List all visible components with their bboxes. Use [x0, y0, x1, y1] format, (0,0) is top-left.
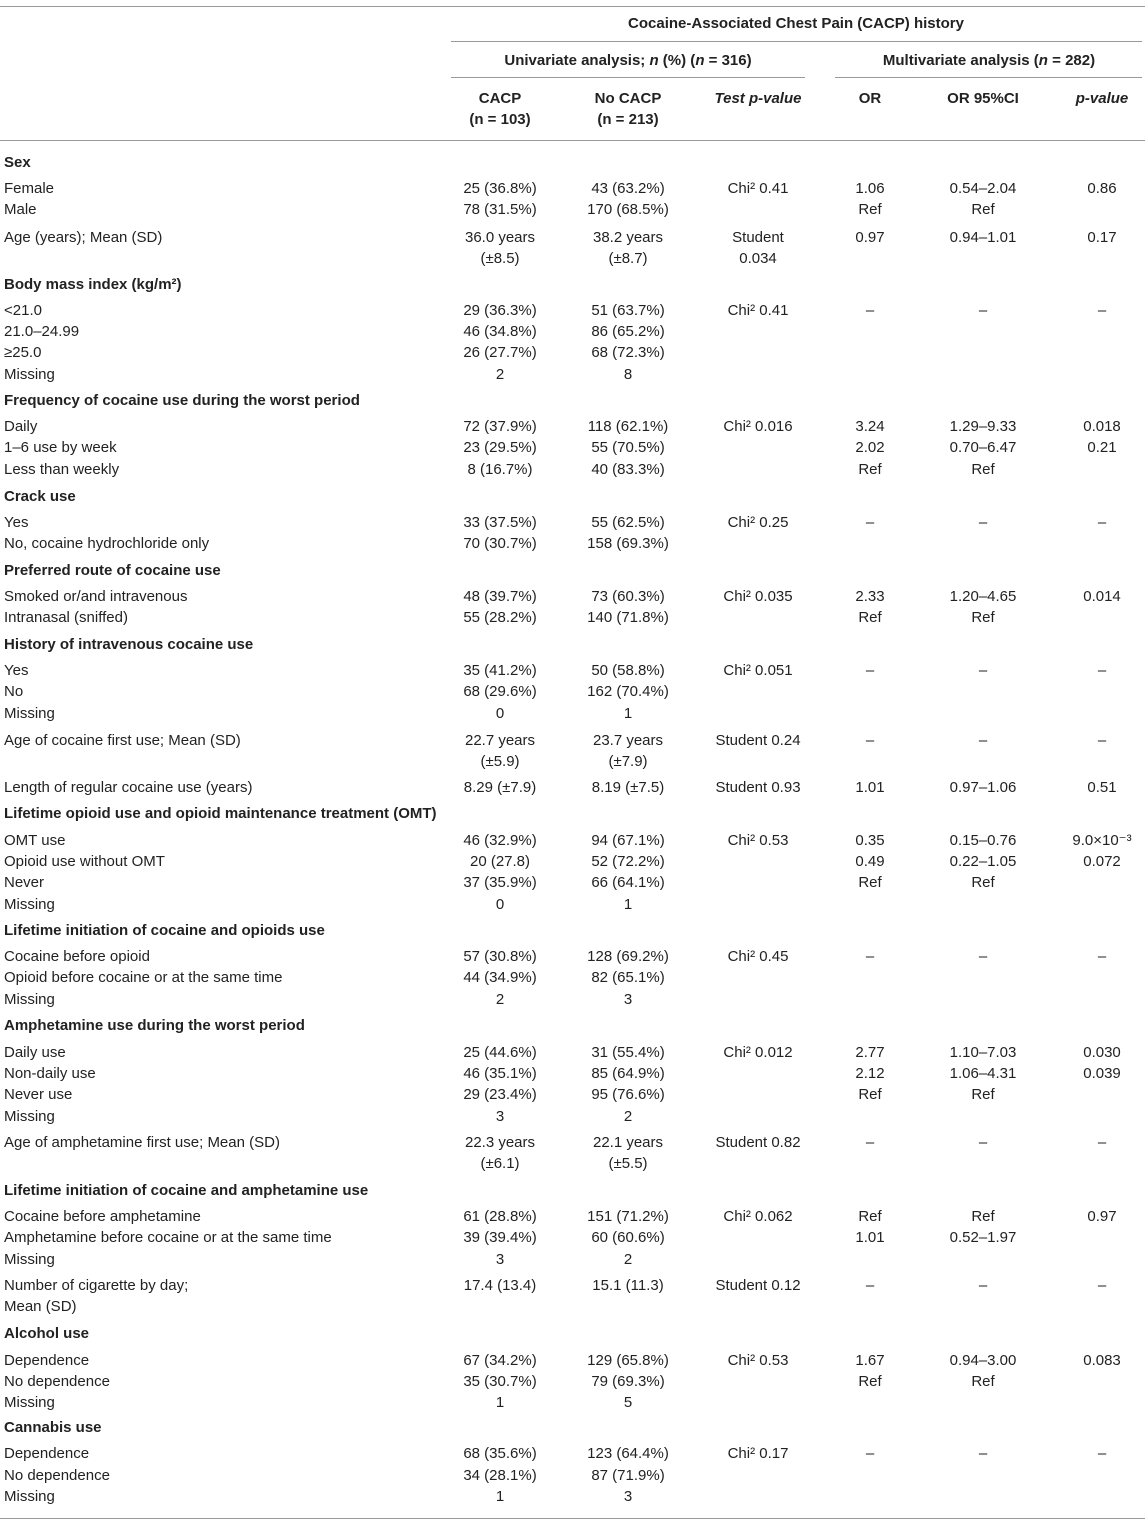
cell-nocacp: 68 (72.3%)	[591, 344, 665, 361]
cell-or: –	[865, 948, 875, 965]
cell-or: –	[865, 732, 875, 749]
cell-cacp: 35 (41.2%)	[463, 662, 537, 679]
cell-or: –	[865, 1134, 875, 1151]
cell-cacp: 55 (28.2%)	[463, 609, 537, 626]
header-bottom-rule	[0, 140, 1145, 141]
cell-nocacp: 73 (60.3%)	[591, 588, 665, 605]
cell-ci: 0.22–1.05	[949, 853, 1017, 870]
cell-p: 9.0×10⁻³	[1072, 832, 1132, 849]
cell-test: Student	[732, 229, 784, 246]
cell-or: Ref	[858, 1208, 882, 1225]
cell-test: Chi² 0.062	[723, 1208, 793, 1225]
cell-cacp: 8.29 (±7.9)	[463, 779, 537, 796]
cell-p: 0.86	[1087, 180, 1117, 197]
cell-p: –	[1097, 662, 1107, 679]
cell-test: Chi² 0.016	[723, 418, 793, 435]
cell-cacp: 0	[495, 705, 505, 722]
cell-p: –	[1097, 1277, 1107, 1294]
cell-or: –	[865, 1277, 875, 1294]
cell-ci: Ref	[971, 461, 995, 478]
cell-nocacp: 50 (58.8%)	[591, 662, 665, 679]
cell-ci: 0.70–6.47	[949, 439, 1017, 456]
cell-or: Ref	[858, 1373, 882, 1390]
cell-or: 2.02	[855, 439, 885, 456]
cell-or: 1.67	[855, 1352, 885, 1369]
row-label: Daily use	[4, 1044, 66, 1061]
section-heading: Lifetime initiation of cocaine and opioids use	[4, 922, 325, 939]
cell-ci: 1.10–7.03	[949, 1044, 1017, 1061]
cell-or: –	[865, 662, 875, 679]
cell-nocacp: 140 (71.8%)	[587, 609, 669, 626]
cell-nocacp: 170 (68.5%)	[587, 201, 669, 218]
section-heading: Preferred route of cocaine use	[4, 562, 221, 579]
cell-nocacp: 3	[623, 991, 633, 1008]
cell-nocacp: 2	[623, 1108, 633, 1125]
cell-cacp: 25 (36.8%)	[463, 180, 537, 197]
cell-cacp: (±8.5)	[480, 250, 520, 267]
cell-ci: Ref	[971, 1086, 995, 1103]
cell-ci: 1.29–9.33	[949, 418, 1017, 435]
cell-p: 0.51	[1087, 779, 1117, 796]
cell-nocacp: 1	[623, 896, 633, 913]
row-label: Missing	[4, 1488, 55, 1505]
cell-nocacp: 51 (63.7%)	[591, 302, 665, 319]
cell-ci: 0.54–2.04	[949, 180, 1017, 197]
cell-or: –	[865, 302, 875, 319]
cell-cacp: 33 (37.5%)	[463, 514, 537, 531]
cell-test: Student 0.12	[715, 1277, 801, 1294]
cell-or: 1.01	[855, 779, 885, 796]
header-univariate: Univariate analysis; n (%) (n = 316)	[504, 52, 752, 69]
row-label: Missing	[4, 366, 55, 383]
cell-cacp: 29 (23.4%)	[463, 1086, 537, 1103]
cell-nocacp: 95 (76.6%)	[591, 1086, 665, 1103]
multivariate-rule	[835, 77, 1142, 78]
cell-nocacp: 66 (64.1%)	[591, 874, 665, 891]
cell-cacp: (±6.1)	[480, 1155, 520, 1172]
row-label: Age of amphetamine first use; Mean (SD)	[4, 1134, 280, 1151]
row-label: Amphetamine before cocaine or at the same time	[4, 1229, 332, 1246]
row-label: Missing	[4, 705, 55, 722]
cell-or: Ref	[858, 201, 882, 218]
cell-ci: –	[978, 302, 988, 319]
cell-test: Chi² 0.17	[727, 1445, 789, 1462]
header-span-title: Cocaine-Associated Chest Pain (CACP) history	[628, 15, 964, 32]
section-heading: Sex	[4, 154, 31, 171]
cell-ci: 0.97–1.06	[949, 779, 1017, 796]
cell-cacp: 61 (28.8%)	[463, 1208, 537, 1225]
row-label: Dependence	[4, 1445, 90, 1462]
cell-ci: –	[978, 948, 988, 965]
cell-cacp: 1	[495, 1394, 505, 1411]
row-label: OMT use	[4, 832, 66, 849]
cell-cacp: 68 (35.6%)	[463, 1445, 537, 1462]
cell-nocacp: 79 (69.3%)	[591, 1373, 665, 1390]
cell-or: 0.49	[855, 853, 885, 870]
row-label: Intranasal (sniffed)	[4, 609, 128, 626]
row-label: Yes	[4, 514, 29, 531]
cell-nocacp: 123 (64.4%)	[587, 1445, 669, 1462]
cell-nocacp: 60 (60.6%)	[591, 1229, 665, 1246]
cell-p: 0.014	[1083, 588, 1121, 605]
row-label: Smoked or/and intravenous	[4, 588, 188, 605]
cell-ci: 1.20–4.65	[949, 588, 1017, 605]
row-label: Daily	[4, 418, 38, 435]
cell-p: 0.97	[1087, 1208, 1117, 1225]
row-label: Opioid before cocaine or at the same time	[4, 969, 283, 986]
cell-cacp: 44 (34.9%)	[463, 969, 537, 986]
cell-ci: –	[978, 1445, 988, 1462]
row-label: Missing	[4, 1108, 55, 1125]
cell-or: 2.12	[855, 1065, 885, 1082]
cell-cacp: 17.4 (13.4)	[463, 1277, 537, 1294]
section-heading: Lifetime opioid use and opioid maintenance treatment (OMT)	[4, 805, 437, 822]
cell-cacp: 29 (36.3%)	[463, 302, 537, 319]
cell-p: –	[1097, 1134, 1107, 1151]
cell-ci: Ref	[971, 201, 995, 218]
cell-cacp: 46 (34.8%)	[463, 323, 537, 340]
row-label: Mean (SD)	[4, 1298, 77, 1315]
section-heading: Amphetamine use during the worst period	[4, 1017, 305, 1034]
cell-p: 0.072	[1083, 853, 1121, 870]
header-span-rule	[451, 41, 1142, 42]
cell-p: –	[1097, 732, 1107, 749]
cell-nocacp: (±7.9)	[608, 753, 648, 770]
cell-test: Student 0.93	[715, 779, 801, 796]
cell-test: Chi² 0.45	[727, 948, 789, 965]
cell-ci: 0.94–1.01	[949, 229, 1017, 246]
cell-cacp: 72 (37.9%)	[463, 418, 537, 435]
cell-ci: –	[978, 514, 988, 531]
bottom-rule	[0, 1518, 1145, 1519]
cell-test: Student 0.82	[715, 1134, 801, 1151]
row-label: Opioid use without OMT	[4, 853, 165, 870]
cell-cacp: 3	[495, 1108, 505, 1125]
col-or-ci: OR 95%CI	[947, 90, 1019, 107]
cell-p: –	[1097, 948, 1107, 965]
cell-test: Chi² 0.41	[727, 302, 789, 319]
section-heading: Alcohol use	[4, 1325, 90, 1342]
row-label: No dependence	[4, 1373, 110, 1390]
row-label: <21.0	[4, 302, 42, 319]
col-cacp: CACP	[478, 90, 522, 107]
row-label: Missing	[4, 896, 55, 913]
cell-nocacp: 31 (55.4%)	[591, 1044, 665, 1061]
row-label: Missing	[4, 991, 55, 1008]
cell-nocacp: 38.2 years	[592, 229, 664, 246]
cell-cacp: 78 (31.5%)	[463, 201, 537, 218]
cell-nocacp: 1	[623, 705, 633, 722]
cell-ci: Ref	[971, 609, 995, 626]
cell-or: 1.06	[855, 180, 885, 197]
cell-cacp: 34 (28.1%)	[463, 1467, 537, 1484]
cell-test: Chi² 0.051	[723, 662, 793, 679]
cell-ci: Ref	[971, 1373, 995, 1390]
col-nocacp: No CACP	[594, 90, 662, 107]
row-label: Never	[4, 874, 45, 891]
cell-ci: 0.94–3.00	[949, 1352, 1017, 1369]
cell-ci: –	[978, 662, 988, 679]
cell-cacp: 46 (35.1%)	[463, 1065, 537, 1082]
cell-cacp: 57 (30.8%)	[463, 948, 537, 965]
cell-nocacp: 86 (65.2%)	[591, 323, 665, 340]
cell-or: –	[865, 1445, 875, 1462]
cell-nocacp: 128 (69.2%)	[587, 948, 669, 965]
cell-cacp: 22.7 years	[464, 732, 536, 749]
cell-or: 1.01	[855, 1229, 885, 1246]
cell-ci: Ref	[971, 1208, 995, 1225]
cell-nocacp: 2	[623, 1251, 633, 1268]
row-label: No	[4, 683, 24, 700]
cell-ci: 1.06–4.31	[949, 1065, 1017, 1082]
cell-test: Chi² 0.41	[727, 180, 789, 197]
cell-p: –	[1097, 302, 1107, 319]
cell-or: 2.33	[855, 588, 885, 605]
cell-or: Ref	[858, 1086, 882, 1103]
row-label: Non-daily use	[4, 1065, 96, 1082]
cell-ci: Ref	[971, 874, 995, 891]
cell-test: Chi² 0.53	[727, 832, 789, 849]
cell-nocacp: 22.1 years	[592, 1134, 664, 1151]
cell-nocacp: 82 (65.1%)	[591, 969, 665, 986]
cell-cacp: 0	[495, 896, 505, 913]
section-heading: Lifetime initiation of cocaine and amphetamine use	[4, 1182, 369, 1199]
col-cacp-n: (n = 103)	[469, 111, 531, 128]
cell-cacp: 70 (30.7%)	[463, 535, 537, 552]
row-label: Age (years); Mean (SD)	[4, 229, 163, 246]
cell-test: 0.034	[739, 250, 777, 267]
col-test-pvalue: Test p-value	[714, 90, 802, 107]
cell-cacp: 35 (30.7%)	[463, 1373, 537, 1390]
cell-ci: 0.15–0.76	[949, 832, 1017, 849]
cell-test: Student 0.24	[715, 732, 801, 749]
cell-cacp: 37 (35.9%)	[463, 874, 537, 891]
cell-or: 0.97	[855, 229, 885, 246]
cell-p: –	[1097, 514, 1107, 531]
cell-nocacp: 15.1 (11.3)	[592, 1277, 664, 1294]
cell-nocacp: (±8.7)	[608, 250, 648, 267]
section-heading: Body mass index (kg/m²)	[4, 276, 182, 293]
cell-cacp: 2	[495, 991, 505, 1008]
cell-nocacp: 8.19 (±7.5)	[591, 779, 665, 796]
cell-test: Chi² 0.25	[727, 514, 789, 531]
row-label: 21.0–24.99	[4, 323, 80, 340]
cell-cacp: 23 (29.5%)	[463, 439, 537, 456]
header-multivariate: Multivariate analysis (n = 282)	[882, 52, 1096, 69]
section-heading: Crack use	[4, 488, 76, 505]
section-heading: Cannabis use	[4, 1419, 102, 1436]
cell-test: Chi² 0.035	[723, 588, 793, 605]
cell-cacp: 48 (39.7%)	[463, 588, 537, 605]
row-label: Less than weekly	[4, 461, 120, 478]
cell-nocacp: 55 (62.5%)	[591, 514, 665, 531]
cell-p: 0.17	[1087, 229, 1117, 246]
col-or: OR	[858, 90, 882, 107]
cell-or: Ref	[858, 609, 882, 626]
row-label: Never use	[4, 1086, 73, 1103]
row-label: Number of cigarette by day;	[4, 1277, 189, 1294]
cell-p: 0.21	[1087, 439, 1117, 456]
cell-or: –	[865, 514, 875, 531]
cell-nocacp: 151 (71.2%)	[587, 1208, 669, 1225]
cell-p: 0.018	[1083, 418, 1121, 435]
cell-or: 3.24	[855, 418, 885, 435]
cell-cacp: 22.3 years	[464, 1134, 536, 1151]
cell-nocacp: 8	[623, 366, 633, 383]
cell-p: 0.039	[1083, 1065, 1121, 1082]
cell-nocacp: 158 (69.3%)	[587, 535, 669, 552]
cell-test: Chi² 0.012	[723, 1044, 793, 1061]
cell-test: Chi² 0.53	[727, 1352, 789, 1369]
cell-nocacp: 3	[623, 1488, 633, 1505]
cell-cacp: 67 (34.2%)	[463, 1352, 537, 1369]
col-pvalue: p-value	[1075, 90, 1129, 107]
cell-ci: –	[978, 1134, 988, 1151]
cell-ci: –	[978, 732, 988, 749]
cell-or: Ref	[858, 874, 882, 891]
section-heading: Frequency of cocaine use during the worst period	[4, 392, 360, 409]
cell-nocacp: 162 (70.4%)	[587, 683, 669, 700]
cell-nocacp: 5	[623, 1394, 633, 1411]
cell-nocacp: 85 (64.9%)	[591, 1065, 665, 1082]
cell-cacp: 3	[495, 1251, 505, 1268]
cell-nocacp: 43 (63.2%)	[591, 180, 665, 197]
row-label: Cocaine before amphetamine	[4, 1208, 201, 1225]
cell-cacp: (±5.9)	[480, 753, 520, 770]
cell-cacp: 1	[495, 1488, 505, 1505]
cell-cacp: 46 (32.9%)	[463, 832, 537, 849]
cell-or: Ref	[858, 461, 882, 478]
row-label: Missing	[4, 1251, 55, 1268]
row-label: Cocaine before opioid	[4, 948, 150, 965]
cell-nocacp: 52 (72.2%)	[591, 853, 665, 870]
row-label: Age of cocaine first use; Mean (SD)	[4, 732, 241, 749]
cell-nocacp: 23.7 years	[592, 732, 664, 749]
cell-nocacp: 40 (83.3%)	[591, 461, 665, 478]
top-rule	[0, 6, 1145, 7]
row-label: Yes	[4, 662, 29, 679]
cell-nocacp: (±5.5)	[608, 1155, 648, 1172]
col-nocacp-n: (n = 213)	[597, 111, 659, 128]
cell-cacp: 39 (39.4%)	[463, 1229, 537, 1246]
row-label: No dependence	[4, 1467, 110, 1484]
cell-cacp: 26 (27.7%)	[463, 344, 537, 361]
section-heading: History of intravenous cocaine use	[4, 636, 254, 653]
cell-p: –	[1097, 1445, 1107, 1462]
cell-ci: 0.52–1.97	[949, 1229, 1017, 1246]
cell-ci: –	[978, 1277, 988, 1294]
cell-cacp: 36.0 years	[464, 229, 536, 246]
row-label: Dependence	[4, 1352, 90, 1369]
cell-nocacp: 118 (62.1%)	[587, 418, 669, 435]
row-label: Missing	[4, 1394, 55, 1411]
cell-cacp: 68 (29.6%)	[463, 683, 537, 700]
cell-nocacp: 87 (71.9%)	[591, 1467, 665, 1484]
row-label: Female	[4, 180, 55, 197]
cell-nocacp: 55 (70.5%)	[591, 439, 665, 456]
cell-cacp: 8 (16.7%)	[467, 461, 533, 478]
row-label: Male	[4, 201, 37, 218]
row-label: Length of regular cocaine use (years)	[4, 779, 253, 796]
cell-or: 2.77	[855, 1044, 885, 1061]
cell-cacp: 25 (44.6%)	[463, 1044, 537, 1061]
cell-or: 0.35	[855, 832, 885, 849]
row-label: ≥25.0	[4, 344, 42, 361]
cell-nocacp: 129 (65.8%)	[587, 1352, 669, 1369]
row-label: No, cocaine hydrochloride only	[4, 535, 210, 552]
cell-p: 0.030	[1083, 1044, 1121, 1061]
cell-p: 0.083	[1083, 1352, 1121, 1369]
univariate-rule	[451, 77, 805, 78]
cell-nocacp: 94 (67.1%)	[591, 832, 665, 849]
cell-cacp: 20 (27.8)	[469, 853, 531, 870]
cell-cacp: 2	[495, 366, 505, 383]
row-label: 1–6 use by week	[4, 439, 117, 456]
